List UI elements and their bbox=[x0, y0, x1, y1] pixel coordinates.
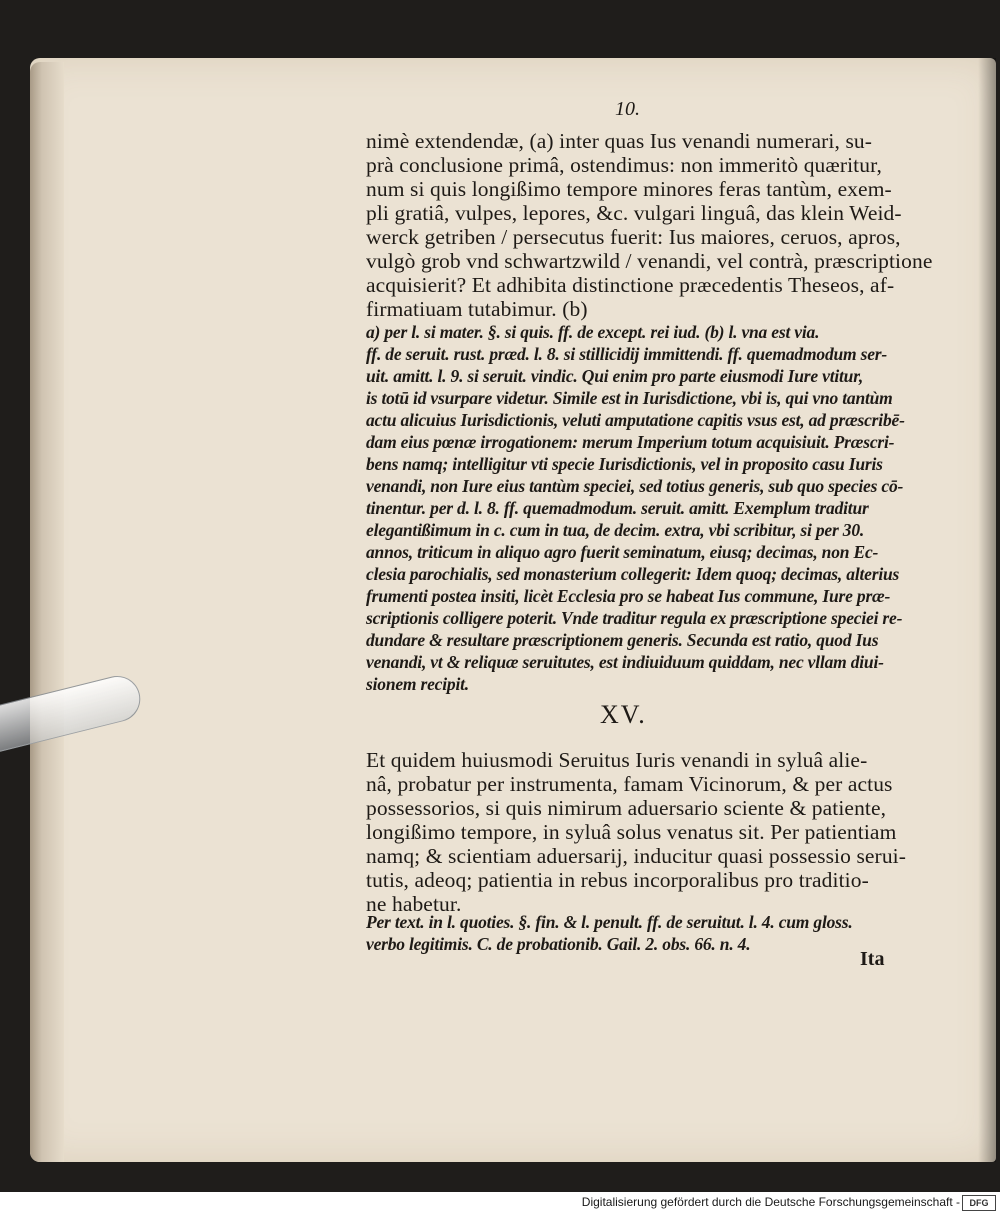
footnote-line: elegantißimum in c. cum in tua, de decim. extra, vbi scribitur, si per 30. bbox=[366, 520, 865, 540]
footnote-line: uit. amitt. l. 9. si seruit. vindic. Qui enim pro parte eiusmodi Iure vtitur, bbox=[366, 366, 864, 386]
section-line: possessorios, si quis nimirum aduersario sciente & patiente, bbox=[366, 796, 887, 820]
footer-credit: Digitalisierung gefördert durch die Deutsche Forschungsgemeinschaft - bbox=[581, 1195, 960, 1209]
page-number: 10. bbox=[615, 98, 640, 120]
body-line: nimè extendendæ, (a) inter quas Ius venandi numerari, su- bbox=[366, 129, 873, 153]
footnote-line: frumenti postea insiti, licèt Ecclesia pro se habeat Ius commune, Iure præ- bbox=[366, 586, 891, 606]
section-footnote-line: Per text. in l. quoties. §. fin. & l. penult. ff. de seruitut. l. 4. cum gloss. bbox=[366, 912, 853, 932]
footnote-line: scriptionis colligere poterit. Vnde traditur regula ex præscriptione speciei re- bbox=[366, 608, 903, 628]
body-line: num si quis longißimo tempore minores feras tantùm, exem- bbox=[366, 177, 892, 201]
gutter-shadow bbox=[978, 58, 996, 1162]
catchword: Ita bbox=[860, 948, 885, 970]
footnote-line: annos, triticum in aliquo agro fuerit seminatum, eiusq; decimas, non Ec- bbox=[366, 542, 879, 562]
section-footnote-line: verbo legitimis. C. de probationib. Gail. 2. obs. 66. n. 4. bbox=[366, 934, 751, 954]
body-line: prà conclusione primâ, ostendimus: non immeritò quæritur, bbox=[366, 153, 882, 177]
footnote-line: tinentur. per d. l. 8. ff. quemadmodum. seruit. amitt. Exemplum traditur bbox=[366, 498, 869, 518]
body-line: firmatiuam tutabimur. (b) bbox=[366, 297, 588, 321]
footnote-line: dundare & resultare præscriptionem generis. Secunda est ratio, quod Ius bbox=[366, 630, 879, 650]
footer-bar bbox=[0, 1192, 1000, 1213]
section-line: nâ, probatur per instrumenta, famam Vicinorum, & per actus bbox=[366, 772, 893, 796]
dfg-logo: DFG bbox=[962, 1195, 996, 1211]
footnote-line: is totū id vsurpare videtur. Simile est in Iurisdictione, vbi is, qui vno tantùm bbox=[366, 388, 893, 408]
footnote-line: ff. de seruit. rust. præd. l. 8. si stillicidij immittendi. ff. quemadmodum ser- bbox=[366, 344, 888, 364]
footnote-line: clesia parochialis, sed monasterium collegerit: Idem quoq; decimas, alterius bbox=[366, 564, 900, 584]
section-heading: XV. bbox=[600, 700, 647, 729]
section-line: ne habetur. bbox=[366, 892, 462, 916]
footnote-line: actu alicuius Iurisdictionis, veluti amputatione capitis vsus est, ad præscribē- bbox=[366, 410, 905, 430]
footnote-line: bens namq; intelligitur vti specie Iurisdictionis, vel in proposito casu Iuris bbox=[366, 454, 883, 474]
page-deckle-edge bbox=[30, 62, 64, 1162]
section-line: longißimo tempore, in syluâ solus venatus sit. Per patientiam bbox=[366, 820, 897, 844]
footnote-line: a) per l. si mater. §. si quis. ff. de except. rei iud. (b) l. vna est via. bbox=[366, 322, 820, 342]
section-line: namq; & scientiam aduersarij, inducitur quasi possessio serui- bbox=[366, 844, 907, 868]
body-line: werck getriben / persecutus fuerit: Ius maiores, ceruos, apros, bbox=[366, 225, 901, 249]
section-line: Et quidem huiusmodi Seruitus Iuris venandi in syluâ alie- bbox=[366, 748, 868, 772]
footnote-line: venandi, vt & reliquæ seruitutes, est indiuiduum quiddam, nec vllam diui- bbox=[366, 652, 884, 672]
footnote-line: dam eius pœnæ irrogationem: merum Imperium totum acquisiuit. Præscri- bbox=[366, 432, 895, 452]
footnote-line: venandi, non Iure eius tantùm speciei, sed totius generis, sub quo species cō- bbox=[366, 476, 904, 496]
section-line: tutis, adeoq; patientia in rebus incorporalibus pro traditio- bbox=[366, 868, 869, 892]
body-line: acquisierit? Et adhibita distinctione præcedentis Theseos, af- bbox=[366, 273, 895, 297]
body-line: vulgò grob vnd schwartzwild / venandi, vel contrà, præscriptione bbox=[366, 249, 933, 273]
footnote-line: sionem recipit. bbox=[366, 674, 469, 694]
body-line: pli gratiâ, vulpes, lepores, &c. vulgari linguâ, das klein Weid- bbox=[366, 201, 902, 225]
